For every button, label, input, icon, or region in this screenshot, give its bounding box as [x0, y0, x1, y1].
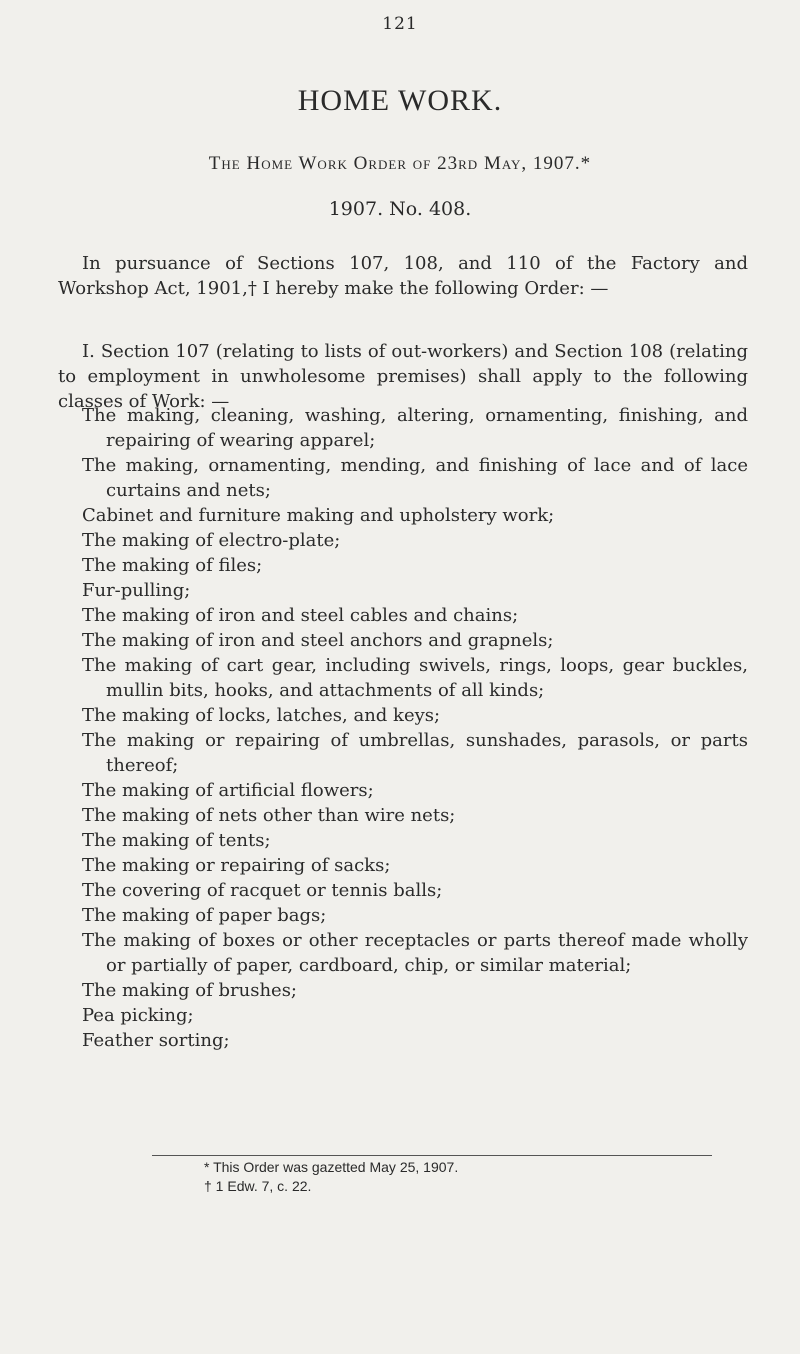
list-item: The making of artificial flowers; [82, 780, 374, 801]
list-item: The making or repairing of umbrellas, sunshades, parasols, or parts thereof; [82, 730, 748, 776]
preamble-paragraph: In pursuance of Sections 107, 108, and 110 of the Factory and Workshop Act, 1901,† I hereby make the following Order: — [58, 253, 748, 299]
list-item: The making of iron and steel cables and chains; [82, 605, 519, 626]
list-item: The making of cart gear, including swivels, rings, loops, gear buckles, mullin bits, hooks, and attachments of all kinds; [82, 655, 748, 701]
list-item: The making of paper bags; [82, 905, 327, 926]
order-title: The Home Work Order of 23rd May, 1907.* [208, 153, 592, 174]
list-item: Fur-pulling; [82, 580, 191, 601]
footnote-divider [152, 1155, 712, 1156]
list-item: The covering of racquet or tennis balls; [82, 880, 443, 901]
list-item: The making of files; [82, 555, 263, 576]
footnote-act: † 1 Edw. 7, c. 22. [204, 1178, 312, 1194]
list-item: Cabinet and furniture making and upholstery work; [82, 505, 555, 526]
list-item: The making of iron and steel anchors and grapnels; [82, 630, 554, 651]
page-number: 121 [382, 14, 418, 34]
section-one-paragraph: I. Section 107 (relating to lists of out-workers) and Section 108 (relating to employment in unwholesome premises) shall apply to the following classes of Work: — [58, 341, 748, 412]
order-number: 1907. No. 408. [328, 198, 472, 220]
list-item: The making, ornamenting, mending, and finishing of lace and of lace curtains and nets; [82, 455, 748, 501]
list-item: The making or repairing of sacks; [82, 855, 391, 876]
list-item: Feather sorting; [82, 1030, 230, 1051]
list-item: The making of brushes; [82, 980, 297, 1001]
classes-of-work-list [82, 403, 748, 1053]
list-item: Pea picking; [82, 1005, 194, 1026]
footnotes [204, 1158, 724, 1196]
list-item: The making of locks, latches, and keys; [82, 705, 441, 726]
footnote-gazette: * This Order was gazetted May 25, 1907. [204, 1159, 459, 1175]
page-title: HOME WORK. [297, 84, 503, 117]
list-item: The making of tents; [82, 830, 271, 851]
list-item: The making of boxes or other receptacles or parts thereof made wholly or partially of paper, cardboard, chip, or similar material; [82, 930, 748, 976]
list-item: The making of nets other than wire nets; [82, 805, 456, 826]
list-item: The making of electro-plate; [82, 530, 341, 551]
list-item: The making, cleaning, washing, altering, ornamenting, finishing, and repairing of wearing apparel; [82, 405, 748, 451]
